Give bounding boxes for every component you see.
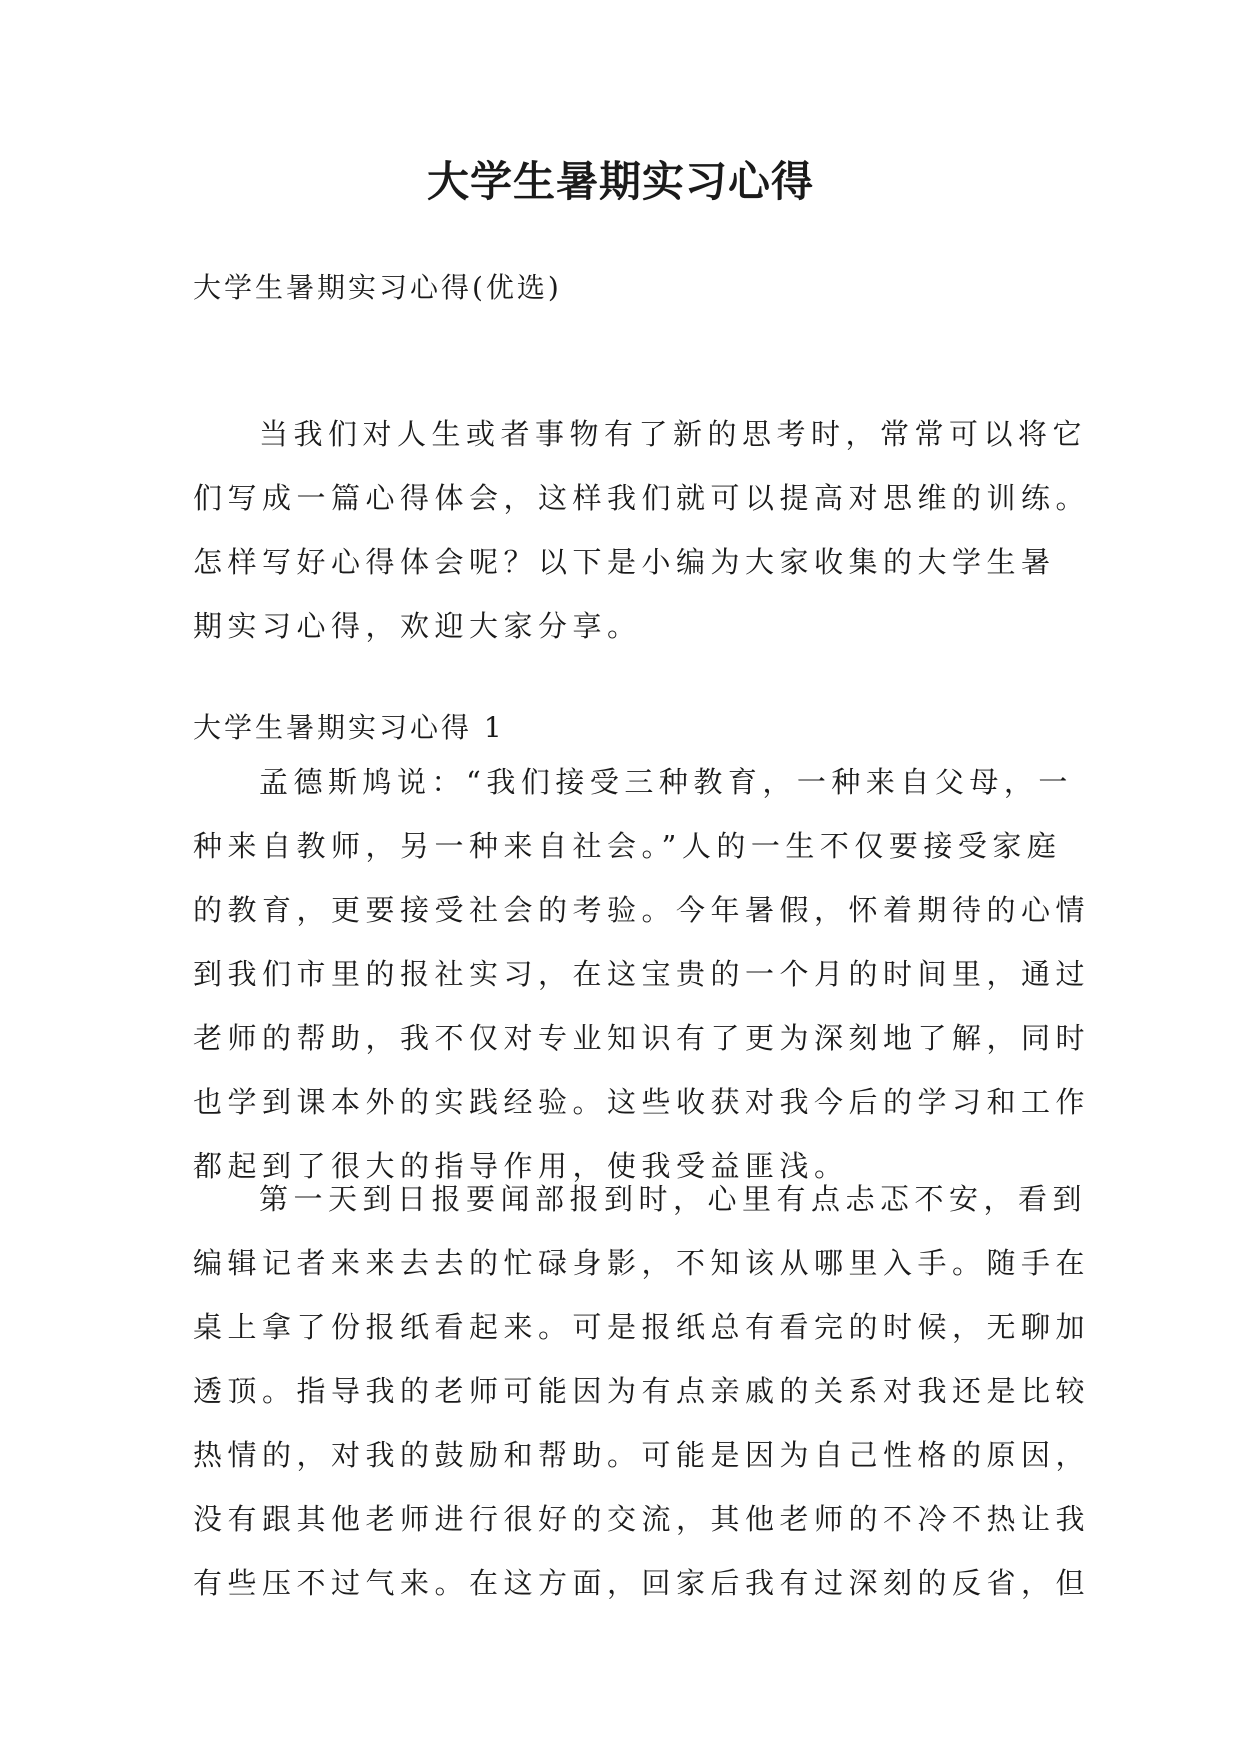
paragraph-line: 桌上拿了份报纸看起来。可是报纸总有看完的时候，无聊加 — [193, 1310, 1091, 1344]
paragraph-line: 期实习心得，欢迎大家分享。 — [193, 609, 642, 643]
paragraph-line: 也学到课本外的实践经验。这些收获对我今后的学习和工作 — [193, 1085, 1091, 1119]
section-heading: 大学生暑期实习心得 1 — [193, 711, 505, 744]
paragraph-line: 们写成一篇心得体会，这样我们就可以提高对思维的训练。 — [193, 481, 1091, 515]
paragraph-line: 种来自教师，另一种来自社会。”人的一生不仅要接受家庭 — [193, 829, 1062, 863]
intro-paragraph — [193, 402, 1091, 658]
paragraph-line: 有些压不过气来。在这方面，回家后我有过深刻的反省，但 — [193, 1566, 1091, 1600]
paragraph-line: 编辑记者来来去去的忙碌身影，不知该从哪里入手。随手在 — [193, 1246, 1091, 1280]
document-subtitle: 大学生暑期实习心得(优选) — [193, 271, 562, 304]
paragraph-line: 当我们对人生或者事物有了新的思考时，常常可以将它 — [259, 417, 1088, 451]
paragraph-line: 都起到了很大的指导作用，使我受益匪浅。 — [193, 1149, 849, 1183]
paragraph-line: 到我们市里的报社实习，在这宝贵的一个月的时间里，通过 — [193, 957, 1091, 991]
paragraph-line: 孟德斯鸠说：“我们接受三种教育，一种来自父母，一 — [259, 765, 1073, 799]
paragraph-line: 没有跟其他老师进行很好的交流，其他老师的不冷不热让我 — [193, 1502, 1091, 1536]
document-title: 大学生暑期实习心得 — [426, 157, 814, 206]
paragraph-line: 第一天到日报要闻部报到时，心里有点忐忑不安，看到 — [259, 1182, 1088, 1216]
paragraph-line: 热情的，对我的鼓励和帮助。可能是因为自己性格的原因， — [193, 1438, 1091, 1472]
paragraph-line: 的教育，更要接受社会的考验。今年暑假，怀着期待的心情 — [193, 893, 1091, 927]
paragraph-line: 老师的帮助，我不仅对专业知识有了更为深刻地了解，同时 — [193, 1021, 1091, 1055]
paragraph-line: 怎样写好心得体会呢？以下是小编为大家收集的大学生暑 — [193, 545, 1056, 579]
body-paragraph-1 — [193, 750, 1091, 1198]
paragraph-line: 透顶。指导我的老师可能因为有点亲戚的关系对我还是比较 — [193, 1374, 1091, 1408]
body-paragraph-2 — [193, 1167, 1091, 1615]
